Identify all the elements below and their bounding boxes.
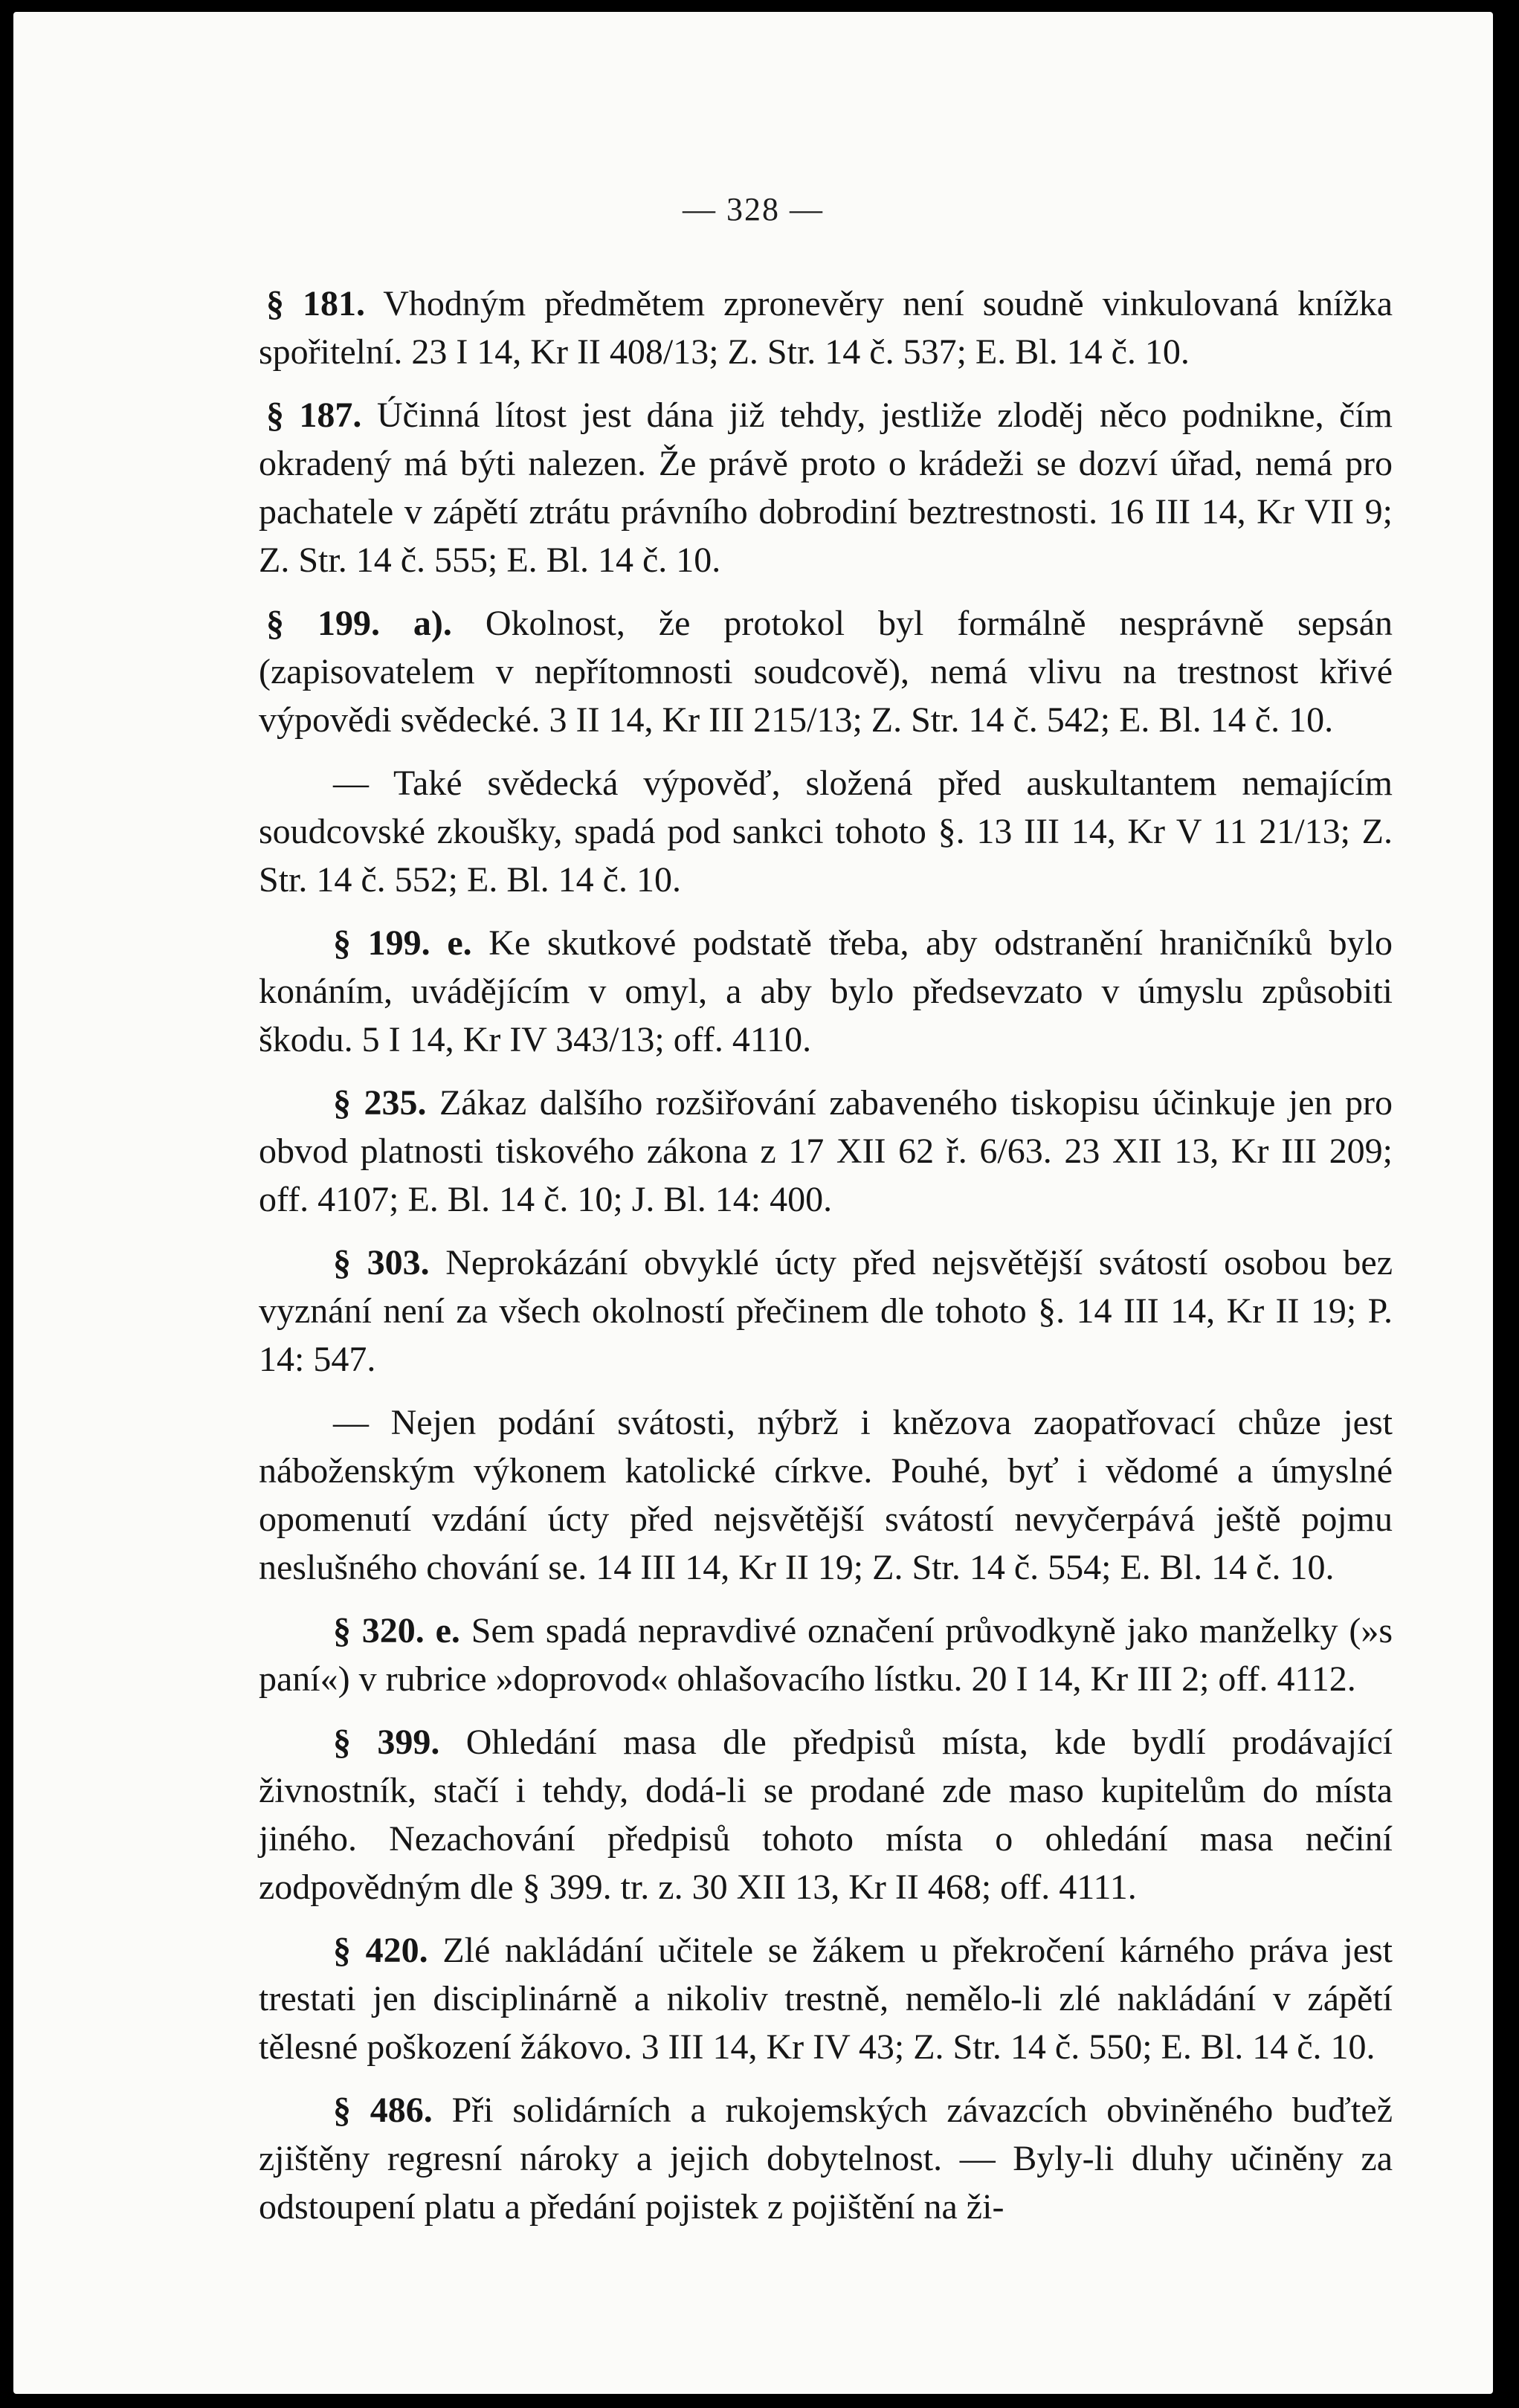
paragraph-235 [259,1079,1393,1224]
section-mark: § 486. [333,2091,433,2130]
paragraph-text: Při solidárních a rukojemských závazcích obviněného buďtež zjištěny regresní nároky a jejich dobytelnost. — Byly-li dluhy učiněny za odstoupení platu a předání pojistek z pojištění na ži- [259,2091,1393,2227]
section-mark: § 420. [333,1931,428,1970]
section-mark: § 199. e. [333,923,472,963]
paragraph-320e [259,1607,1393,1703]
page-number: — 328 — [683,191,824,227]
paragraph-199a-cont [259,759,1393,904]
book-page [13,12,1493,2394]
paragraph-420 [259,1926,1393,2071]
paragraph-text: — Také svědecká výpověď, složená před auskultantem nemajícím soudcovské zkoušky, spadá pod sankci tohoto §. 13 III 14, Kr V 11 21/13; Z. Str. 14 č. 552; E. Bl. 14 č. 10. [259,764,1393,900]
section-mark: § 399. [333,1723,440,1762]
paragraph-text: Zlé nakládání učitele se žákem u překročení kárného práva jest trestati jen disciplinárně a nikoliv trestně, nemělo-li zlé nakládání v zápětí tělesné poškození žákovo. 3 III 14, Kr IV 43; Z. Str. 14 č. 550; E. Bl. 14 č. 10. [259,1931,1393,2067]
section-mark: § 235. [333,1083,427,1123]
paragraph-181 [259,280,1393,376]
section-mark: § 187. [266,396,362,435]
section-mark: § 199. a). [266,604,452,643]
paragraph-199e [259,919,1393,1064]
section-mark: § 320. e. [333,1611,460,1650]
section-mark: § 181. [266,284,366,323]
text-block [259,280,1393,2246]
paragraph-text: Neprokázání obvyklé úcty před nejsvětější svátostí osobou bez vyznání není za všech okolností přečinem dle tohoto §. 14 III 14, Kr II 19; P. 14: 547. [259,1243,1393,1379]
paragraph-text: Účinná lítost jest dána již tehdy, jestliže zloděj něco podnikne, čím okradený má býti nalezen. Že právě proto o krádeži se dozví úřad, nemá pro pachatele v zápětí ztrátu právního dobrodiní beztrestnosti. 16 III 14, Kr VII 9; Z. Str. 14 č. 555; E. Bl. 14 č. 10. [259,396,1393,580]
paragraph-text: Sem spadá nepravdivé označení průvodkyně jako manželky (»s paní«) v rubrice »doprovod« ohlašovacího lístku. 20 I 14, Kr III 2; off. 4112. [259,1611,1393,1699]
paragraph-text: Vhodným předmětem zpronevěry není soudně vinkulovaná knížka spořitelní. 23 I 14, Kr II 408/13; Z. Str. 14 č. 537; E. Bl. 14 č. 10. [259,284,1393,372]
paragraph-486 [259,2086,1393,2231]
paragraph-199a [259,599,1393,744]
paragraph-303-cont [259,1398,1393,1592]
paragraph-text: Okolnost, že protokol byl formálně nesprávně sepsán (zapisovatelem v nepřítomnosti soudcově), nemá vlivu na trestnost křivé výpovědi svědecké. 3 II 14, Kr III 215/13; Z. Str. 14 č. 542; E. Bl. 14 č. 10. [259,604,1393,740]
paragraph-187 [259,391,1393,584]
paragraph-399 [259,1718,1393,1911]
section-mark: § 303. [333,1243,430,1282]
paragraph-text: Ohledání masa dle předpisů místa, kde bydlí prodávající živnostník, stačí i tehdy, dodá-li se prodané zde maso kupitelům do místa jiného. Nezachování předpisů tohoto místa o ohledání masa nečiní zodpovědným dle § 399. tr. z. 30 XII 13, Kr II 468; off. 4111. [259,1723,1393,1907]
paragraph-text: Zákaz dalšího rozšiřování zabaveného tiskopisu účinkuje jen pro obvod platnosti tiskového zákona z 17 XII 62 ř. 6/63. 23 XII 13, Kr III 209; off. 4107; E. Bl. 14 č. 10; J. Bl. 14: 400. [259,1083,1393,1219]
paragraph-text: — Nejen podání svátosti, nýbrž i knězova zaopatřovací chůze jest náboženským výkonem katolické církve. Pouhé, byť i vědomé a úmyslné opomenutí vzdání úcty před nejsvětější svátostí nevyčerpává ještě pojmu neslušného chování se. 14 III 14, Kr II 19; Z. Str. 14 č. 554; E. Bl. 14 č. 10. [259,1403,1393,1587]
paragraph-303 [259,1239,1393,1384]
paragraph-text: Ke skutkové podstatě třeba, aby odstranění hraničníků bylo konáním, uvádějícím v omyl, a aby bylo předsevzato v úmyslu způsobiti škodu. 5 I 14, Kr IV 343/13; off. 4110. [259,923,1393,1059]
